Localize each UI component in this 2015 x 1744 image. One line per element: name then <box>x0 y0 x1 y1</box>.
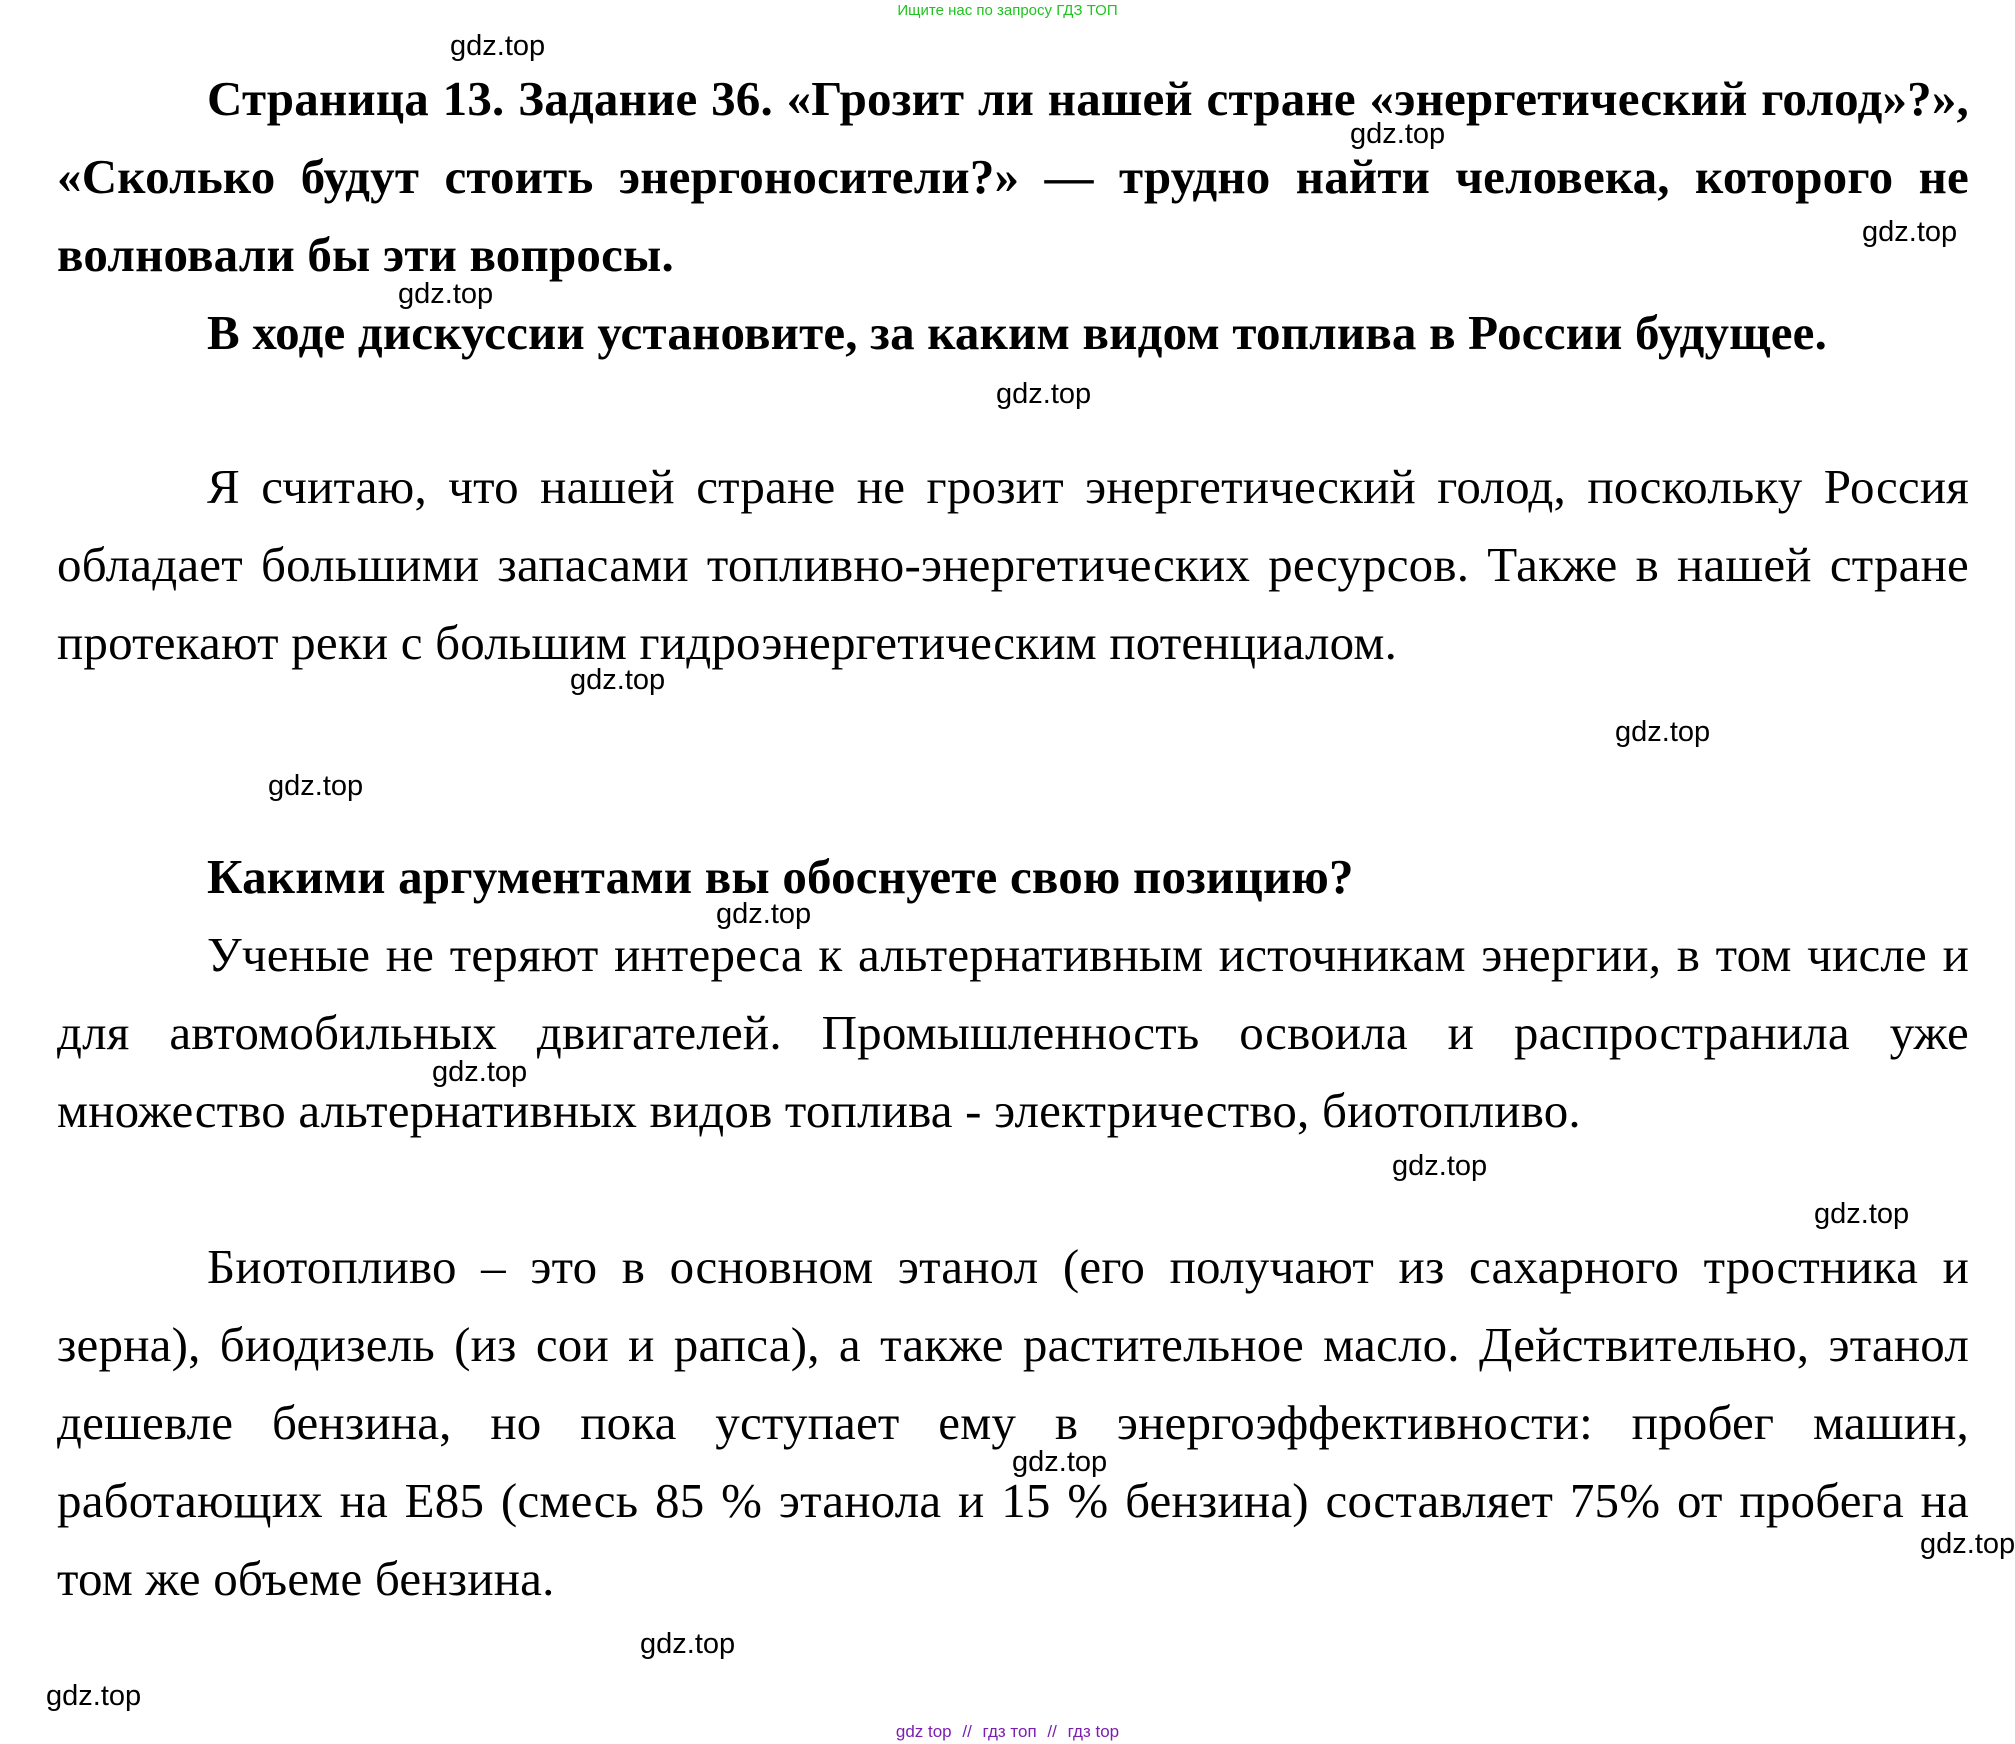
footer-separator: // <box>962 1722 972 1741</box>
watermark: gdz.top <box>716 898 812 930</box>
footer-link-gdz-top[interactable]: gdz top <box>895 1722 952 1741</box>
watermark: gdz.top <box>268 770 364 802</box>
watermark: gdz.top <box>1012 1446 1108 1478</box>
watermark: gdz.top <box>1920 1528 2015 1560</box>
watermark: gdz.top <box>570 664 666 696</box>
footer-links <box>0 1722 2015 1742</box>
footer-separator: // <box>1047 1722 1057 1741</box>
footer-link-gdz-top-mixed[interactable]: гдз top <box>1067 1722 1120 1741</box>
answer-energy-resources: Я считаю, что нашей стране не грозит энергетический голод, поскольку Россия обладает большими запасами топливно-энергетических ресурсов. Также в нашей стране протекают реки с большим гидроэнергетическим потенциалом. <box>57 459 1969 670</box>
watermark: gdz.top <box>1350 118 1446 150</box>
footer-link-gdz-top-ru[interactable]: гдз топ <box>982 1722 1037 1741</box>
watermark: gdz.top <box>996 378 1092 410</box>
watermark: gdz.top <box>398 278 494 310</box>
watermark: gdz.top <box>1392 1150 1488 1182</box>
answer-alternative-sources: Ученые не теряют интереса к альтернативным источникам энергии, в том числе и для автомобильных двигателей. Промышленность освоила и распространила уже множество альтернативных видов топлива - электричество, биотопливо. <box>57 927 1969 1138</box>
watermark: gdz.top <box>432 1056 528 1088</box>
answer-biofuel: Биотопливо – это в основном этанол (его получают из сахарного тростника и зерна), биодизель (из сои и рапса), а также растительное масло. Действительно, этанол дешевле бензина, но пока уступает ему в энергоэффективности: пробег машин, работающих на Е85 (смесь 85 % этанола и 15 % бензина) составляет 75% от пробега на том же объеме бензина. <box>57 1239 1969 1606</box>
watermark: gdz.top <box>1862 216 1958 248</box>
watermark: gdz.top <box>1814 1198 1910 1230</box>
question-arguments: Какими аргументами вы обоснуете свою позицию? <box>207 849 1354 904</box>
watermark: gdz.top <box>1615 716 1711 748</box>
watermark: gdz.top <box>46 1680 142 1712</box>
watermark: gdz.top <box>450 30 546 62</box>
top-banner[interactable]: Ищите нас по запросу ГДЗ ТОП <box>897 2 1118 19</box>
question-future-fuel: В ходе дискуссии установите, за каким видом топлива в России будущее. <box>207 305 1828 360</box>
watermark: gdz.top <box>640 1628 736 1660</box>
task-heading: Страница 13. Задание 36. «Грозит ли нашей стране «энергетический голод»?», «Сколько будут стоить энергоносители?» — трудно найти человека, которого не волновали бы эти вопросы. <box>57 71 1969 282</box>
